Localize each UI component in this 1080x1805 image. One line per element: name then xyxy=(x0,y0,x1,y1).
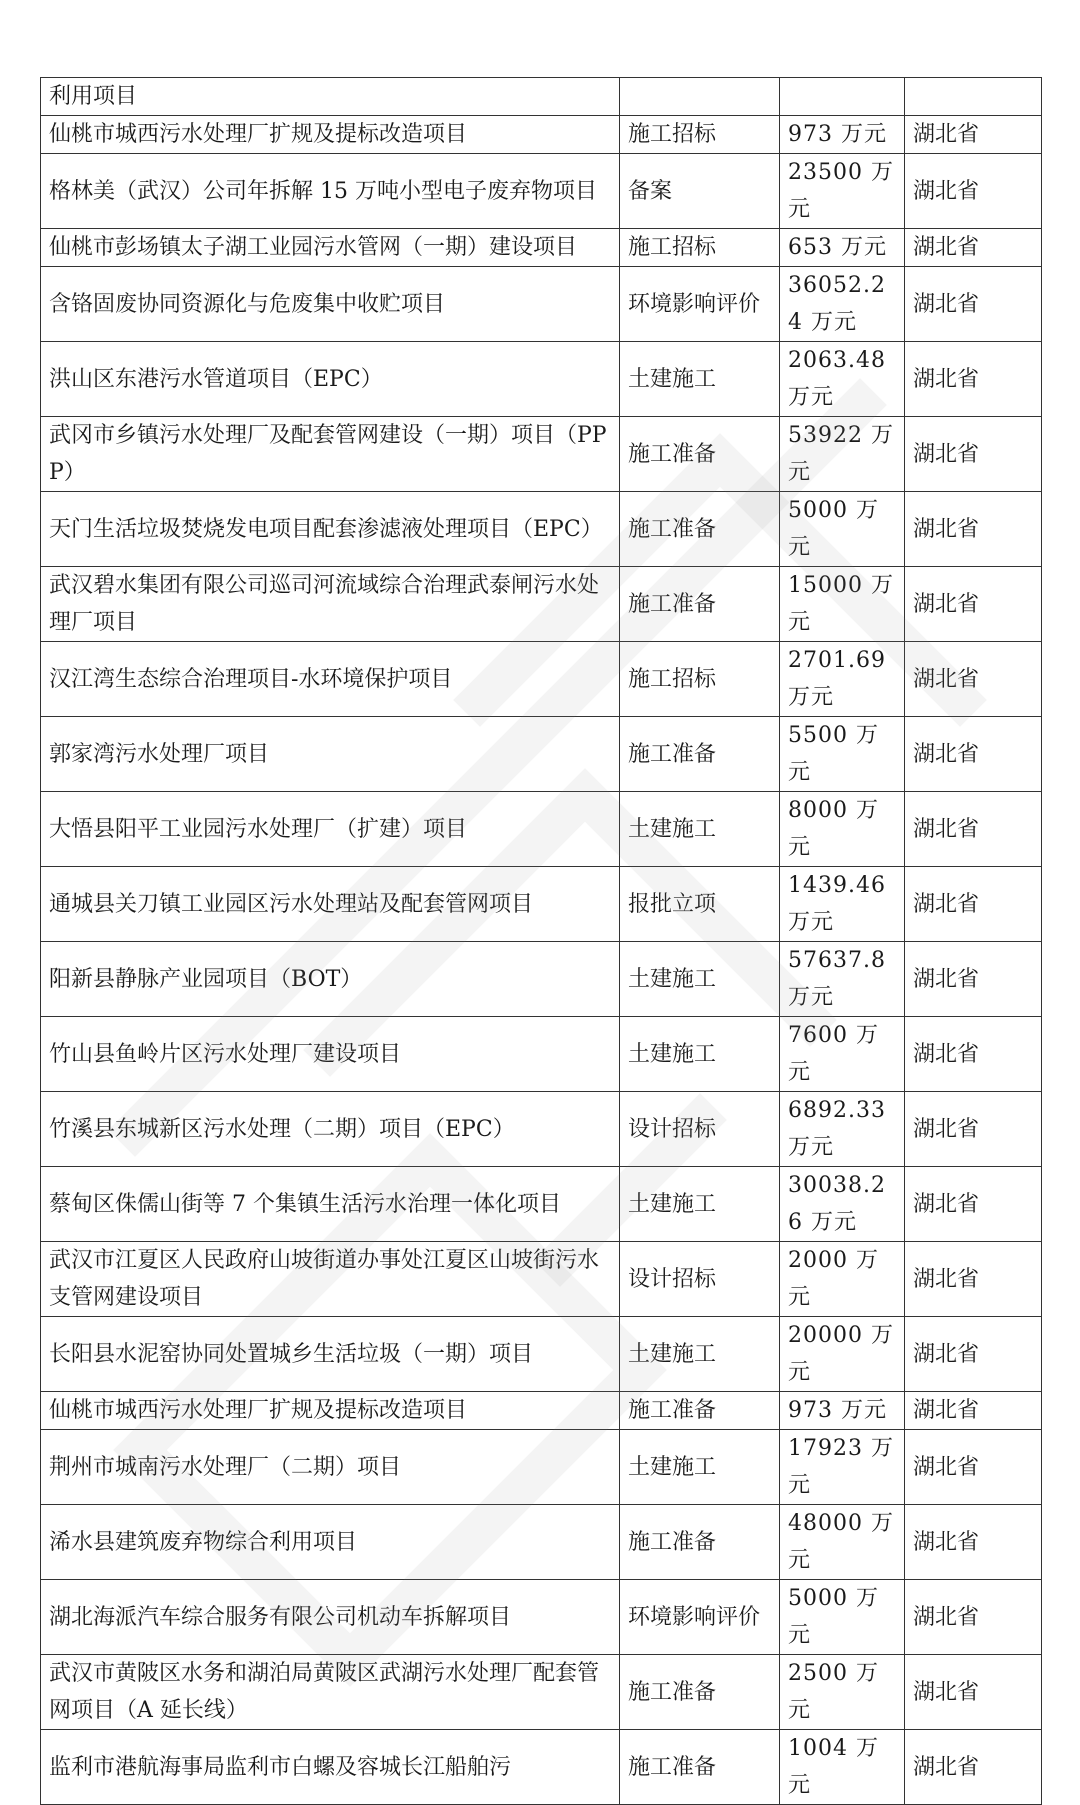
row-stage: 环境影响评价 xyxy=(620,1580,780,1655)
row-project-name: 武汉市江夏区人民政府山坡街道办事处江夏区山坡街污水支管网建设项目 xyxy=(41,1242,620,1317)
row-stage xyxy=(620,78,780,116)
row-amount: 23500 万元 xyxy=(780,154,905,229)
table-row xyxy=(41,942,1042,1017)
row-stage: 施工准备 xyxy=(620,1505,780,1580)
row-stage: 备案 xyxy=(620,154,780,229)
row-project-name: 竹山县鱼岭片区污水处理厂建设项目 xyxy=(41,1017,620,1092)
row-stage: 施工准备 xyxy=(620,1655,780,1730)
row-project-name: 监利市港航海事局监利市白螺及容城长江船舶污 xyxy=(41,1730,620,1805)
row-region xyxy=(905,78,1042,116)
row-region: 湖北省 xyxy=(905,1730,1042,1805)
table-row xyxy=(41,342,1042,417)
row-stage: 施工准备 xyxy=(620,417,780,492)
table-row xyxy=(41,792,1042,867)
project-table-body xyxy=(41,78,1042,1805)
row-stage: 土建施工 xyxy=(620,342,780,417)
row-amount: 1439.46 万元 xyxy=(780,867,905,942)
table-row xyxy=(41,1430,1042,1505)
table-row xyxy=(41,1505,1042,1580)
table-row xyxy=(41,154,1042,229)
row-stage: 施工准备 xyxy=(620,717,780,792)
row-stage: 土建施工 xyxy=(620,942,780,1017)
row-stage: 施工招标 xyxy=(620,116,780,154)
row-project-name: 天门生活垃圾焚烧发电项目配套渗滤液处理项目（EPC） xyxy=(41,492,620,567)
row-region: 湖北省 xyxy=(905,792,1042,867)
row-stage: 土建施工 xyxy=(620,792,780,867)
row-stage: 施工准备 xyxy=(620,492,780,567)
row-project-name: 通城县关刀镇工业园区污水处理站及配套管网项目 xyxy=(41,867,620,942)
row-region: 湖北省 xyxy=(905,867,1042,942)
row-region: 湖北省 xyxy=(905,1317,1042,1392)
row-project-name: 格林美（武汉）公司年拆解 15 万吨小型电子废弃物项目 xyxy=(41,154,620,229)
row-region: 湖北省 xyxy=(905,492,1042,567)
row-region: 湖北省 xyxy=(905,1392,1042,1430)
row-region: 湖北省 xyxy=(905,267,1042,342)
row-region: 湖北省 xyxy=(905,1580,1042,1655)
table-row xyxy=(41,267,1042,342)
row-stage: 土建施工 xyxy=(620,1017,780,1092)
row-amount: 7600 万元 xyxy=(780,1017,905,1092)
row-region: 湖北省 xyxy=(905,567,1042,642)
row-project-name: 武汉碧水集团有限公司巡司河流域综合治理武泰闸污水处理厂项目 xyxy=(41,567,620,642)
row-project-name: 大悟县阳平工业园污水处理厂（扩建）项目 xyxy=(41,792,620,867)
row-amount: 30038.26 万元 xyxy=(780,1167,905,1242)
row-amount: 6892.33 万元 xyxy=(780,1092,905,1167)
table-row xyxy=(41,1167,1042,1242)
row-project-name: 仙桃市城西污水处理厂扩规及提标改造项目 xyxy=(41,116,620,154)
row-project-name: 荆州市城南污水处理厂（二期）项目 xyxy=(41,1430,620,1505)
row-region: 湖北省 xyxy=(905,1655,1042,1730)
table-row xyxy=(41,229,1042,267)
row-project-name: 郭家湾污水处理厂项目 xyxy=(41,717,620,792)
row-amount: 2701.69 万元 xyxy=(780,642,905,717)
row-project-name: 含铬固废协同资源化与危废集中收贮项目 xyxy=(41,267,620,342)
row-region: 湖北省 xyxy=(905,1430,1042,1505)
table-row xyxy=(41,1242,1042,1317)
row-amount: 2063.48 万元 xyxy=(780,342,905,417)
row-amount xyxy=(780,78,905,116)
project-table xyxy=(40,77,1042,1805)
table-row xyxy=(41,116,1042,154)
row-project-name: 浠水县建筑废弃物综合利用项目 xyxy=(41,1505,620,1580)
row-amount: 15000 万元 xyxy=(780,567,905,642)
row-amount: 5000 万元 xyxy=(780,1580,905,1655)
row-project-name: 蔡甸区侏儒山街等 7 个集镇生活污水治理一体化项目 xyxy=(41,1167,620,1242)
row-project-name: 长阳县水泥窑协同处置城乡生活垃圾（一期）项目 xyxy=(41,1317,620,1392)
row-stage: 施工准备 xyxy=(620,1730,780,1805)
row-amount: 8000 万元 xyxy=(780,792,905,867)
table-row xyxy=(41,867,1042,942)
row-project-name: 阳新县静脉产业园项目（BOT） xyxy=(41,942,620,1017)
table-row xyxy=(41,567,1042,642)
row-stage: 设计招标 xyxy=(620,1242,780,1317)
row-amount: 1004 万元 xyxy=(780,1730,905,1805)
row-project-name: 利用项目 xyxy=(41,78,620,116)
row-region: 湖北省 xyxy=(905,717,1042,792)
table-row xyxy=(41,717,1042,792)
row-stage: 施工准备 xyxy=(620,1392,780,1430)
row-stage: 施工招标 xyxy=(620,229,780,267)
table-row xyxy=(41,1580,1042,1655)
row-project-name: 仙桃市彭场镇太子湖工业园污水管网（一期）建设项目 xyxy=(41,229,620,267)
table-row xyxy=(41,642,1042,717)
row-region: 湖北省 xyxy=(905,1017,1042,1092)
table-row xyxy=(41,78,1042,116)
row-stage: 施工招标 xyxy=(620,642,780,717)
row-amount: 57637.8 万元 xyxy=(780,942,905,1017)
row-region: 湖北省 xyxy=(905,642,1042,717)
row-amount: 5000 万元 xyxy=(780,492,905,567)
row-stage: 土建施工 xyxy=(620,1430,780,1505)
row-amount: 20000 万元 xyxy=(780,1317,905,1392)
row-project-name: 洪山区东港污水管道项目（EPC） xyxy=(41,342,620,417)
row-stage: 报批立项 xyxy=(620,867,780,942)
table-row xyxy=(41,1017,1042,1092)
row-region: 湖北省 xyxy=(905,229,1042,267)
row-project-name: 汉江湾生态综合治理项目-水环境保护项目 xyxy=(41,642,620,717)
row-region: 湖北省 xyxy=(905,116,1042,154)
row-region: 湖北省 xyxy=(905,417,1042,492)
row-region: 湖北省 xyxy=(905,1092,1042,1167)
row-project-name: 武汉市黄陂区水务和湖泊局黄陂区武湖污水处理厂配套管网项目（A 延长线） xyxy=(41,1655,620,1730)
row-region: 湖北省 xyxy=(905,1167,1042,1242)
table-row xyxy=(41,1392,1042,1430)
row-project-name: 湖北海派汽车综合服务有限公司机动车拆解项目 xyxy=(41,1580,620,1655)
table-row xyxy=(41,1317,1042,1392)
row-project-name: 仙桃市城西污水处理厂扩规及提标改造项目 xyxy=(41,1392,620,1430)
row-amount: 5500 万元 xyxy=(780,717,905,792)
row-stage: 设计招标 xyxy=(620,1092,780,1167)
row-region: 湖北省 xyxy=(905,1242,1042,1317)
row-stage: 环境影响评价 xyxy=(620,267,780,342)
row-stage: 施工准备 xyxy=(620,567,780,642)
table-row xyxy=(41,1730,1042,1805)
row-amount: 36052.24 万元 xyxy=(780,267,905,342)
row-amount: 2000 万元 xyxy=(780,1242,905,1317)
row-project-name: 竹溪县东城新区污水处理（二期）项目（EPC） xyxy=(41,1092,620,1167)
row-amount: 653 万元 xyxy=(780,229,905,267)
row-region: 湖北省 xyxy=(905,942,1042,1017)
row-amount: 973 万元 xyxy=(780,116,905,154)
table-row xyxy=(41,417,1042,492)
row-region: 湖北省 xyxy=(905,154,1042,229)
row-amount: 48000 万元 xyxy=(780,1505,905,1580)
table-row xyxy=(41,1655,1042,1730)
row-amount: 53922 万元 xyxy=(780,417,905,492)
row-amount: 2500 万元 xyxy=(780,1655,905,1730)
row-region: 湖北省 xyxy=(905,342,1042,417)
row-project-name: 武冈市乡镇污水处理厂及配套管网建设（一期）项目（PPP） xyxy=(41,417,620,492)
row-stage: 土建施工 xyxy=(620,1167,780,1242)
row-amount: 973 万元 xyxy=(780,1392,905,1430)
row-amount: 17923 万元 xyxy=(780,1430,905,1505)
row-stage: 土建施工 xyxy=(620,1317,780,1392)
row-region: 湖北省 xyxy=(905,1505,1042,1580)
table-row xyxy=(41,492,1042,567)
table-row xyxy=(41,1092,1042,1167)
